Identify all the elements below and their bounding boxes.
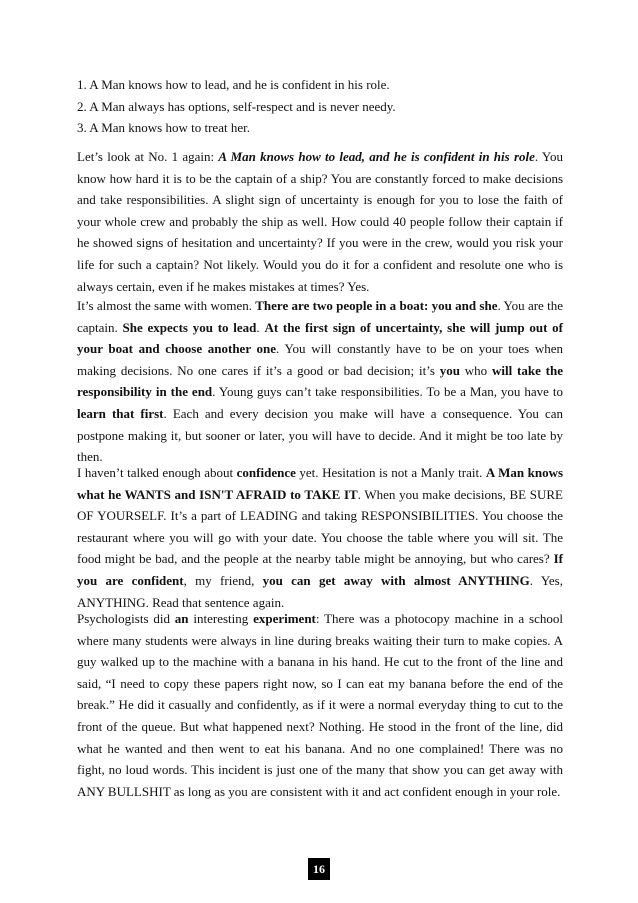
text-run: Let’s look at No. 1 again: [77, 149, 219, 164]
bold-text: There are two people in a boat: you and she [255, 298, 498, 313]
text-run: . Young guys can’t take responsibilities. To be a Man, you have to [212, 384, 563, 400]
bold-text: an [174, 611, 189, 626]
bold-text: confidence [236, 465, 296, 480]
text-run: . You are the captain. [77, 298, 563, 335]
text-run: . You will constantly have to be on your toes when making decisions. No one cares if it’s a good or bad decision; it’s [77, 341, 563, 378]
text-run: . Yes, ANYTHING. Read that sentence again. [77, 572, 563, 610]
page-number: 16 [308, 858, 330, 880]
paragraph [77, 295, 563, 468]
bold-text: experiment [253, 611, 316, 626]
bold-text: learn that first [77, 405, 164, 421]
bold-text: She expects you to lead [122, 319, 257, 335]
text-run: yet. Hesitation is not a Manly trait. [295, 465, 486, 480]
bold-text: you can get away with almost ANYTHING [262, 572, 530, 588]
paragraph [77, 608, 563, 802]
bold-text: will take the responsibility in the end [77, 362, 564, 400]
paragraph [77, 146, 563, 297]
paragraph [77, 462, 563, 613]
text-run: I haven’t talked enough about [77, 465, 237, 480]
text-run: . You know how hard it is to be the captain of a ship? You are constantly forced to make decisions and take responsibilities. A slight sign of uncertainty is enough for you to lose the faith of your whole crew and probably the ship as well. How could 40 people follow their captain if he showed signs of hesitation and uncertainty? If you were in the crew, would you risk your life for such a captain? Not likely. Would you do it for a confident and resolute one who is always certain, even if he makes mistakes at times? Yes. [77, 149, 564, 294]
bold-text: At the first sign of uncertainty, she will jump out of your boat and choose another one [77, 319, 563, 357]
text-run: : There was a photocopy machine in a school where many students were always in line during breaks waiting their turn to make copies. A guy walked up to the machine with a banana in his hand. He cut to the front of the line and said, “I need to copy these papers right now, so I can eat my banana before the end of the break.” He did it casually and confidently, as if it were a normal everyday thing to cut to the front of the queue. But what happened next? Nothing. He stood in the front of the line, did what he wanted and then went to eat his banana. And no one complained! There was no fight, no loud words. This incident is just one of the many that show you can get away with ANY BULLSHIT as long as you are consistent with it and act confident enough in your role. [77, 611, 563, 799]
text-run: who [459, 362, 492, 378]
text-run: It’s almost the same with women. [77, 298, 256, 313]
text-run: . When you make decisions, BE SURE OF YOURSELF. It’s a part of LEADING and taking RESPONSIBILITIES. You choose the restaurant where you will go with your date. You choose the table where you will sit. The food might be bad, and the people at the nearby table might be annoying, but who cares? [77, 486, 563, 567]
text-run: Psychologists did [77, 611, 175, 626]
bold-text: If you are confident [77, 551, 563, 588]
list-item: 1. A Man knows how to lead, and he is confident in his role. [77, 77, 390, 92]
text-run: . Each and every decision you make will have a consequence. You can postpone making it, but sooner or later, you will have to decide. And it might be too late by then. [77, 405, 564, 465]
bold-italic-text: A Man knows how to lead, and he is confident in his role [218, 149, 535, 164]
numbered-list [77, 74, 565, 139]
bold-text: A Man knows what he WANTS and ISN'T AFRAID to TAKE IT [77, 465, 564, 502]
list-item: 2. A Man always has options, self-respect and is never needy. [77, 98, 396, 114]
text-run: , my friend, [183, 572, 263, 588]
bold-text: you [439, 362, 460, 378]
text-run: interesting [188, 611, 254, 626]
text-run: . [256, 319, 265, 335]
list-item: 3. A Man knows how to treat her. [77, 120, 250, 136]
